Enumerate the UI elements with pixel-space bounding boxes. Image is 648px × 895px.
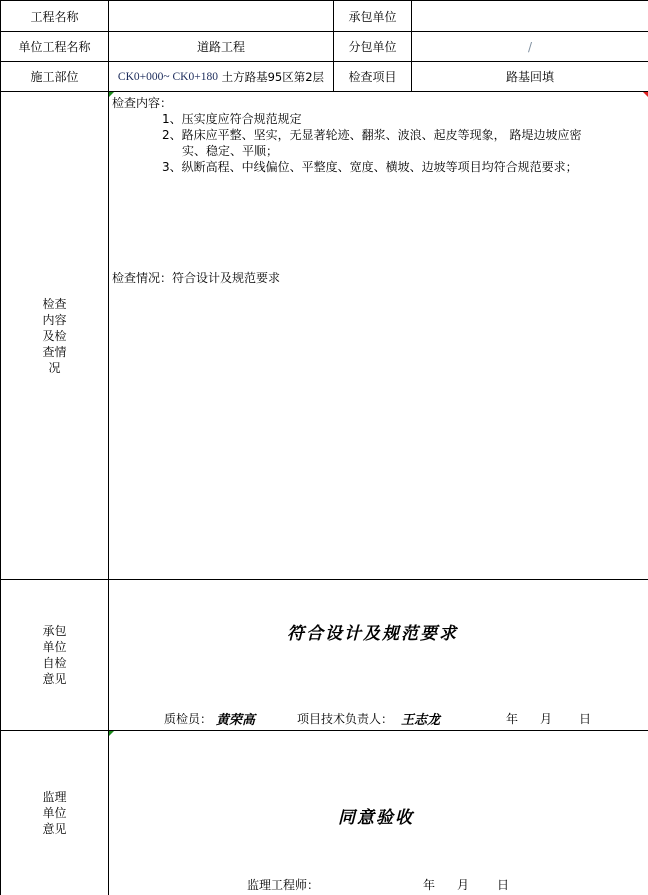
- content-item: 实、稳定、平顺；: [182, 144, 279, 158]
- location-label: 施工部位: [1, 62, 109, 92]
- label-line: 况: [48, 360, 61, 375]
- label-line: 检查: [42, 296, 67, 311]
- location-value[interactable]: [109, 62, 334, 92]
- supervision-opinion: 同意验收: [338, 808, 414, 828]
- project-name-value[interactable]: [109, 1, 334, 32]
- label-line: 意见: [42, 822, 67, 836]
- unit-project-label: 单位工程名称: [1, 32, 109, 62]
- tech-lead-label: 项目技术负责人：: [297, 712, 394, 726]
- engineer-label: 监理工程师：: [247, 878, 320, 892]
- label-line: 监理: [42, 790, 67, 804]
- content-item: 1、压实度应符合规范规定: [162, 112, 302, 126]
- label-line: 及检: [42, 328, 67, 343]
- supervision-label: [1, 731, 109, 895]
- label-line: 单位: [42, 640, 67, 654]
- location-code: CK0+000~ CK0+180: [117, 70, 218, 83]
- subcontractor-label: 分包单位: [334, 32, 412, 62]
- inspector-signature: 黄荣高: [216, 713, 256, 728]
- label-line: 查情: [42, 344, 67, 359]
- comment-marker-icon: [643, 92, 648, 97]
- contractor-value[interactable]: [412, 1, 648, 32]
- content-title: 检查内容：: [112, 96, 173, 110]
- contractor-label: 承包单位: [334, 1, 412, 32]
- project-name-label: 工程名称: [1, 1, 109, 32]
- item-value[interactable]: 路基回填: [412, 62, 648, 92]
- self-check-label: [1, 580, 109, 731]
- self-check-cell[interactable]: [109, 580, 648, 731]
- label-line: 内容: [42, 312, 67, 327]
- content-item: 2、路床应平整、坚实，无显著轮迹、翻浆、波浪、起皮等现象， 路堤边坡应密: [162, 128, 582, 142]
- tech-lead-signature: 王志龙: [401, 713, 441, 728]
- label-line: 意见: [42, 672, 67, 686]
- inspection-label: [1, 92, 109, 580]
- comment-marker-icon: [109, 731, 114, 736]
- location-desc: 土方路基95区第2层: [221, 69, 325, 84]
- month-label: 月: [457, 878, 470, 892]
- month-label: 月: [540, 712, 553, 726]
- subcontractor-value[interactable]: /: [412, 32, 648, 62]
- unit-project-value[interactable]: 道路工程: [109, 32, 334, 62]
- day-label: 日: [497, 878, 510, 892]
- label-line: 承包: [42, 624, 67, 638]
- day-label: 日: [579, 712, 592, 726]
- year-label: 年: [506, 712, 519, 726]
- inspector-label: 质检员：: [164, 712, 213, 726]
- content-item: 3、纵断高程、中线偏位、平整度、宽度、横坡、边坡等项目均符合规范要求；: [162, 160, 578, 174]
- year-label: 年: [423, 878, 436, 892]
- item-label: 检查项目: [334, 62, 412, 92]
- self-check-opinion: 符合设计及规范要求: [287, 624, 458, 644]
- inspection-situation: 检查情况：符合设计及规范要求: [112, 271, 281, 285]
- label-line: 单位: [42, 806, 67, 820]
- label-line: 自检: [42, 656, 67, 670]
